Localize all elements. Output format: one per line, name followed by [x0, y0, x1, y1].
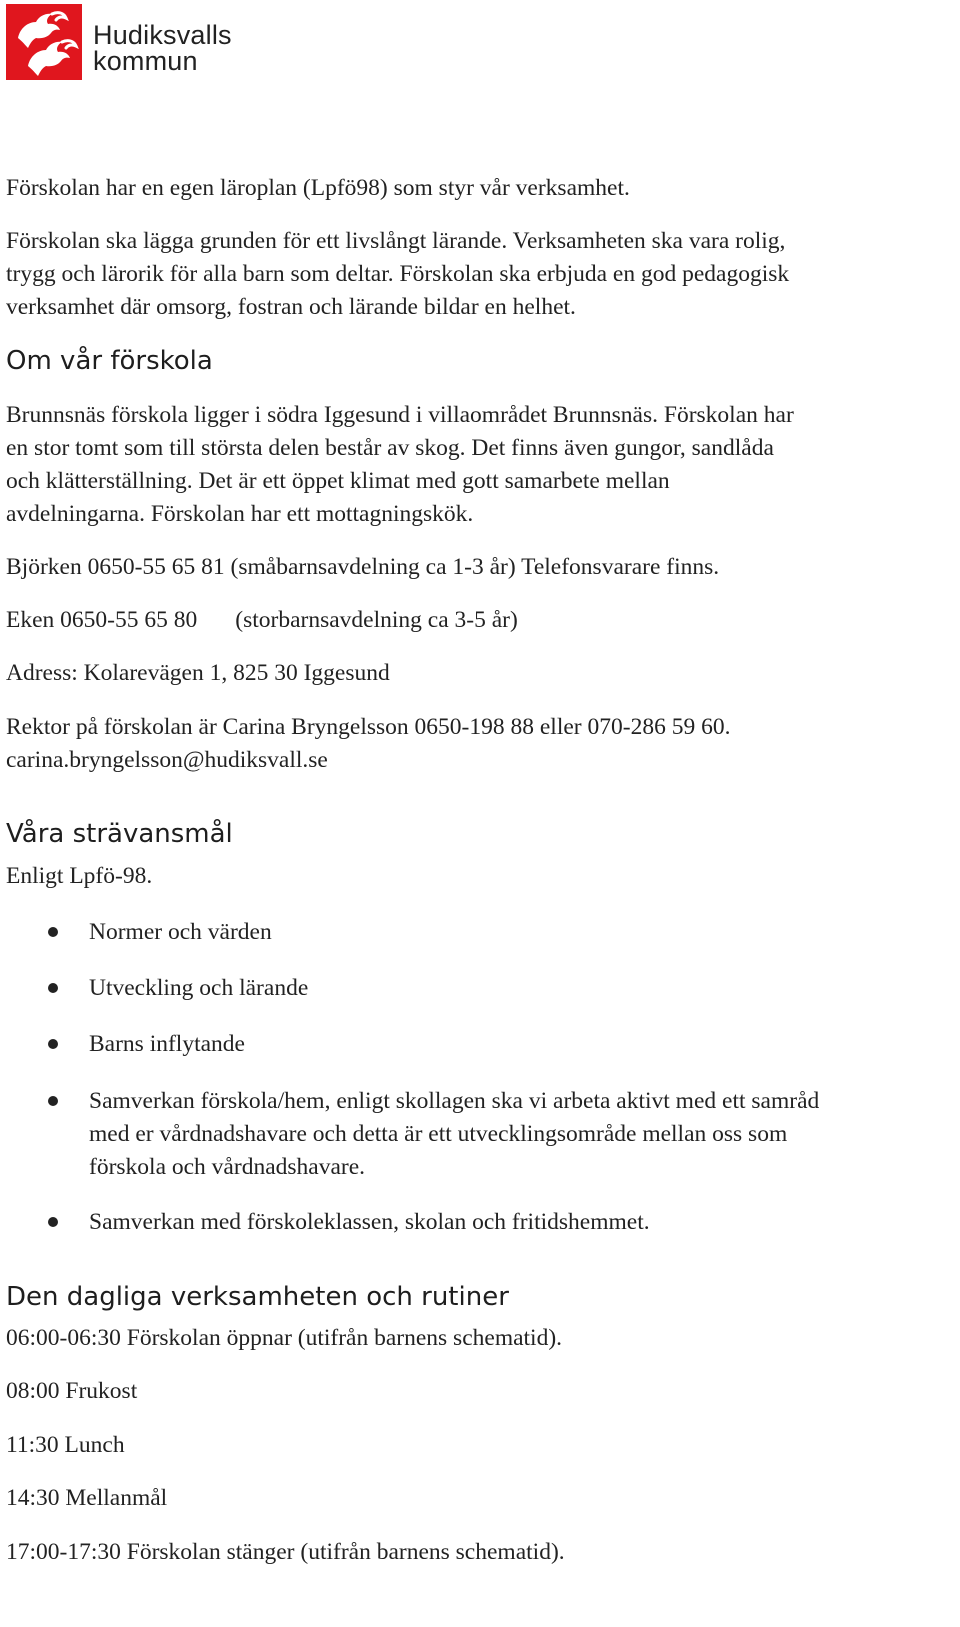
logo-wordmark: [93, 22, 232, 74]
goals-heading: Våra strävansmål: [6, 819, 233, 849]
logo-line-1: Hudiksvalls: [93, 20, 232, 50]
routine-item: 17:00-17:30 Förskolan stänger (utifrån barnens schematid).: [6, 1539, 565, 1565]
routine-item: 06:00-06:30 Förskolan öppnar (utifrån barnens schematid).: [6, 1325, 563, 1351]
eken-contact: [6, 604, 518, 637]
about-line-1: Brunnsnäs förskola ligger i södra Iggesund i villaområdet Brunnsnäs. Förskolan har: [6, 402, 794, 428]
about-line-2: en stor tomt som till största delen består av skog. Det finns även gungor, sandlåda: [6, 435, 774, 461]
list-item-text: Barns inflytande: [89, 1031, 245, 1057]
bullet-icon: [48, 927, 58, 937]
bullet-icon: [48, 1217, 58, 1227]
intro-paragraph-line-2: trygg och lärorik för alla barn som deltar. Förskolan ska erbjuda en god pedagogisk: [6, 261, 790, 287]
bjorken-contact: Björken 0650-55 65 81 (småbarnsavdelning ca 1-3 år) Telefonsvarare finns.: [6, 554, 720, 580]
intro-paragraph-line-1: Förskolan ska lägga grunden för ett livslångt lärande. Verksamheten ska vara rolig,: [6, 228, 786, 254]
list-item-text: Normer och värden: [89, 919, 272, 945]
list-item-text: Samverkan med förskoleklassen, skolan och fritidshemmet.: [89, 1209, 650, 1235]
goals-subtitle: Enligt Lpfö-98.: [6, 863, 153, 889]
intro-line: Förskolan har en egen läroplan (Lpfö98) som styr vår verksamhet.: [6, 175, 630, 201]
list-item-text: Utveckling och lärande: [89, 975, 309, 1001]
about-heading: Om vår förskola: [6, 346, 213, 376]
routine-item: 14:30 Mellanmål: [6, 1485, 168, 1511]
list-item-text-line-2: med er vårdnadshavare och detta är ett utvecklingsområde mellan oss som: [89, 1121, 788, 1147]
hudiksvall-logo: [6, 4, 232, 80]
routine-item: 08:00 Frukost: [6, 1378, 138, 1404]
eken-description: (storbarnsavdelning ca 3-5 år): [235, 607, 518, 633]
intro-paragraph-line-3: verksamhet där omsorg, fostran och lärande bildar en helhet.: [6, 294, 576, 320]
eken-phone: Eken 0650-55 65 80: [6, 607, 198, 633]
list-item-text-line-3: förskola och vårdnadshavare.: [89, 1154, 366, 1180]
bullet-icon: [48, 1096, 58, 1106]
principal-contact: Rektor på förskolan är Carina Bryngelsson 0650-198 88 eller 070-286 59 60.: [6, 714, 731, 740]
list-item-text-line-1: Samverkan förskola/hem, enligt skollagen ska vi arbeta aktivt med ett samråd: [89, 1088, 820, 1114]
goat-emblem-icon: [6, 4, 82, 80]
about-line-3: och klätterställning. Det är ett öppet klimat med gott samarbete mellan: [6, 468, 670, 494]
daily-heading: Den dagliga verksamheten och rutiner: [6, 1282, 509, 1312]
address: Adress: Kolarevägen 1, 825 30 Iggesund: [6, 660, 390, 686]
routine-item: 11:30 Lunch: [6, 1432, 125, 1458]
email-link[interactable]: carina.bryngelsson@hudiksvall.se: [6, 747, 328, 773]
about-line-4: avdelningarna. Förskolan har ett mottagningskök.: [6, 501, 474, 527]
logo-line-2: kommun: [93, 46, 198, 76]
bullet-icon: [48, 983, 58, 993]
bullet-icon: [48, 1039, 58, 1049]
